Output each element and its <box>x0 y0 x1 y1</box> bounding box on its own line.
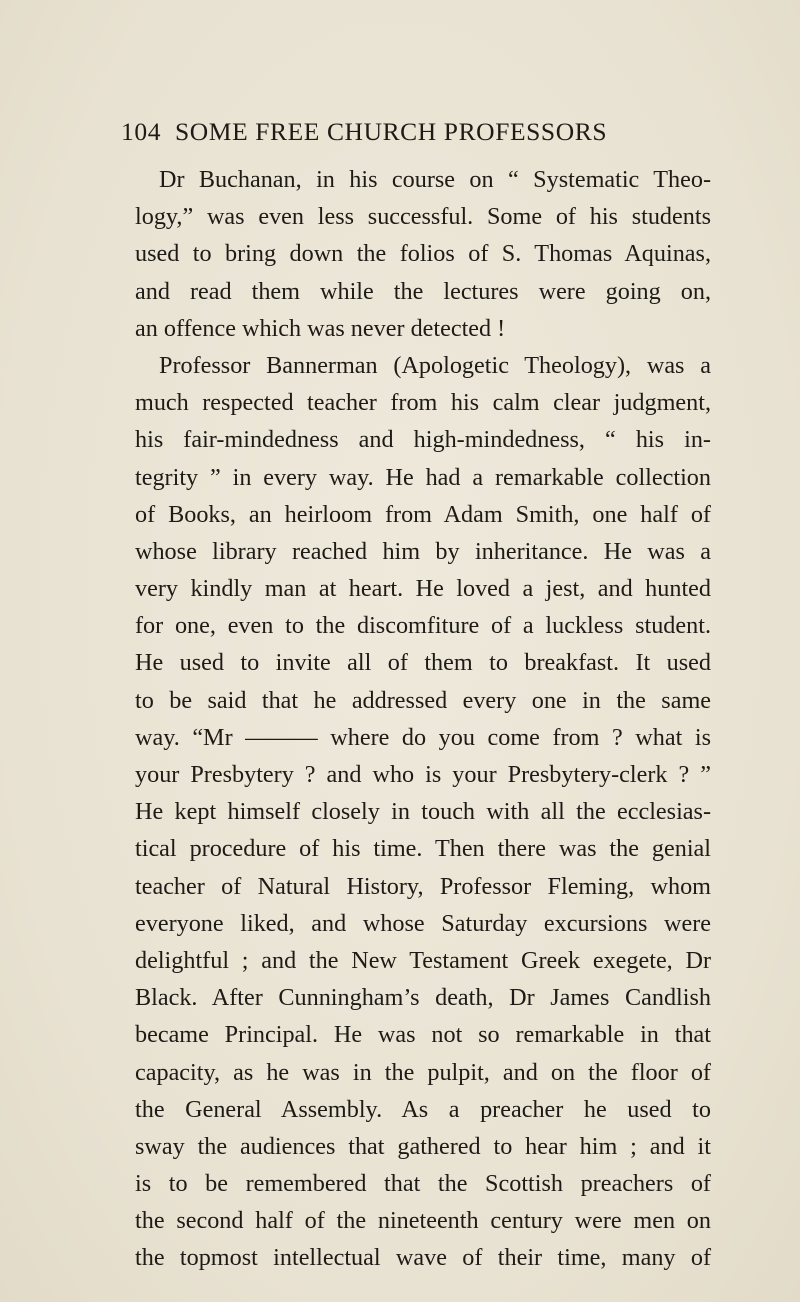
text-line: tical procedure of his time. Then there was the genial <box>135 835 711 863</box>
text-line: He used to invite all of them to breakfast. It used <box>135 649 711 677</box>
text-line: He kept himself closely in touch with all the ecclesias- <box>135 798 711 826</box>
text-line: capacity, as he was in the pulpit, and on the floor of <box>135 1058 711 1086</box>
text-line: way. “Mr ——— where do you come from ? what is <box>135 723 711 751</box>
text-line: to be said that he addressed every one in the same <box>135 686 711 714</box>
text-line: the General Assembly. As a preacher he used to <box>135 1095 711 1123</box>
text-line: Black. After Cunningham’s death, Dr James Candlish <box>135 984 711 1012</box>
text-line: tegrity ” in every way. He had a remarkable collection <box>135 463 711 491</box>
text-line: the topmost intellectual wave of their time, many of <box>135 1244 711 1272</box>
text-line: Dr Buchanan, in his course on “ Systematic Theo- <box>159 166 711 193</box>
text-line: is to be remembered that the Scottish preachers of <box>135 1170 711 1198</box>
text-line: used to bring down the folios of S. Thomas Aquinas, <box>135 240 711 268</box>
text-line: very kindly man at heart. He loved a jest, and hunted <box>135 575 711 603</box>
text-line: an offence which was never detected ! <box>135 314 506 342</box>
text-line: and read them while the lectures were going on, <box>135 277 711 305</box>
text-line: logy,” was even less successful. Some of his students <box>135 203 711 231</box>
text-line: the second half of the nineteenth century were men on <box>135 1207 711 1235</box>
body-text <box>135 161 711 1277</box>
text-line: much respected teacher from his calm clear judgment, <box>135 389 711 417</box>
text-line: his fair-mindedness and high-mindedness, “ his in- <box>135 426 711 454</box>
running-title: SOME FREE CHURCH PROFESSORS <box>175 117 608 146</box>
text-line: of Books, an heirloom from Adam Smith, one half of <box>135 500 711 528</box>
text-line: sway the audiences that gathered to hear him ; and it <box>135 1132 711 1160</box>
running-head <box>121 117 721 151</box>
text-line: became Principal. He was not so remarkable in that <box>135 1021 711 1049</box>
text-line: teacher of Natural History, Professor Fleming, whom <box>135 872 711 900</box>
page-number: 104 <box>121 117 162 146</box>
text-line: for one, even to the discomfiture of a luckless student. <box>135 612 711 640</box>
text-line: your Presbytery ? and who is your Presbytery-clerk ? ” <box>135 761 711 788</box>
text-line: everyone liked, and whose Saturday excursions were <box>135 909 711 937</box>
text-line: delightful ; and the New Testament Greek exegete, Dr <box>135 946 711 974</box>
text-line: whose library reached him by inheritance. He was a <box>135 537 711 565</box>
text-line: Professor Bannerman (Apologetic Theology), was a <box>159 351 711 379</box>
